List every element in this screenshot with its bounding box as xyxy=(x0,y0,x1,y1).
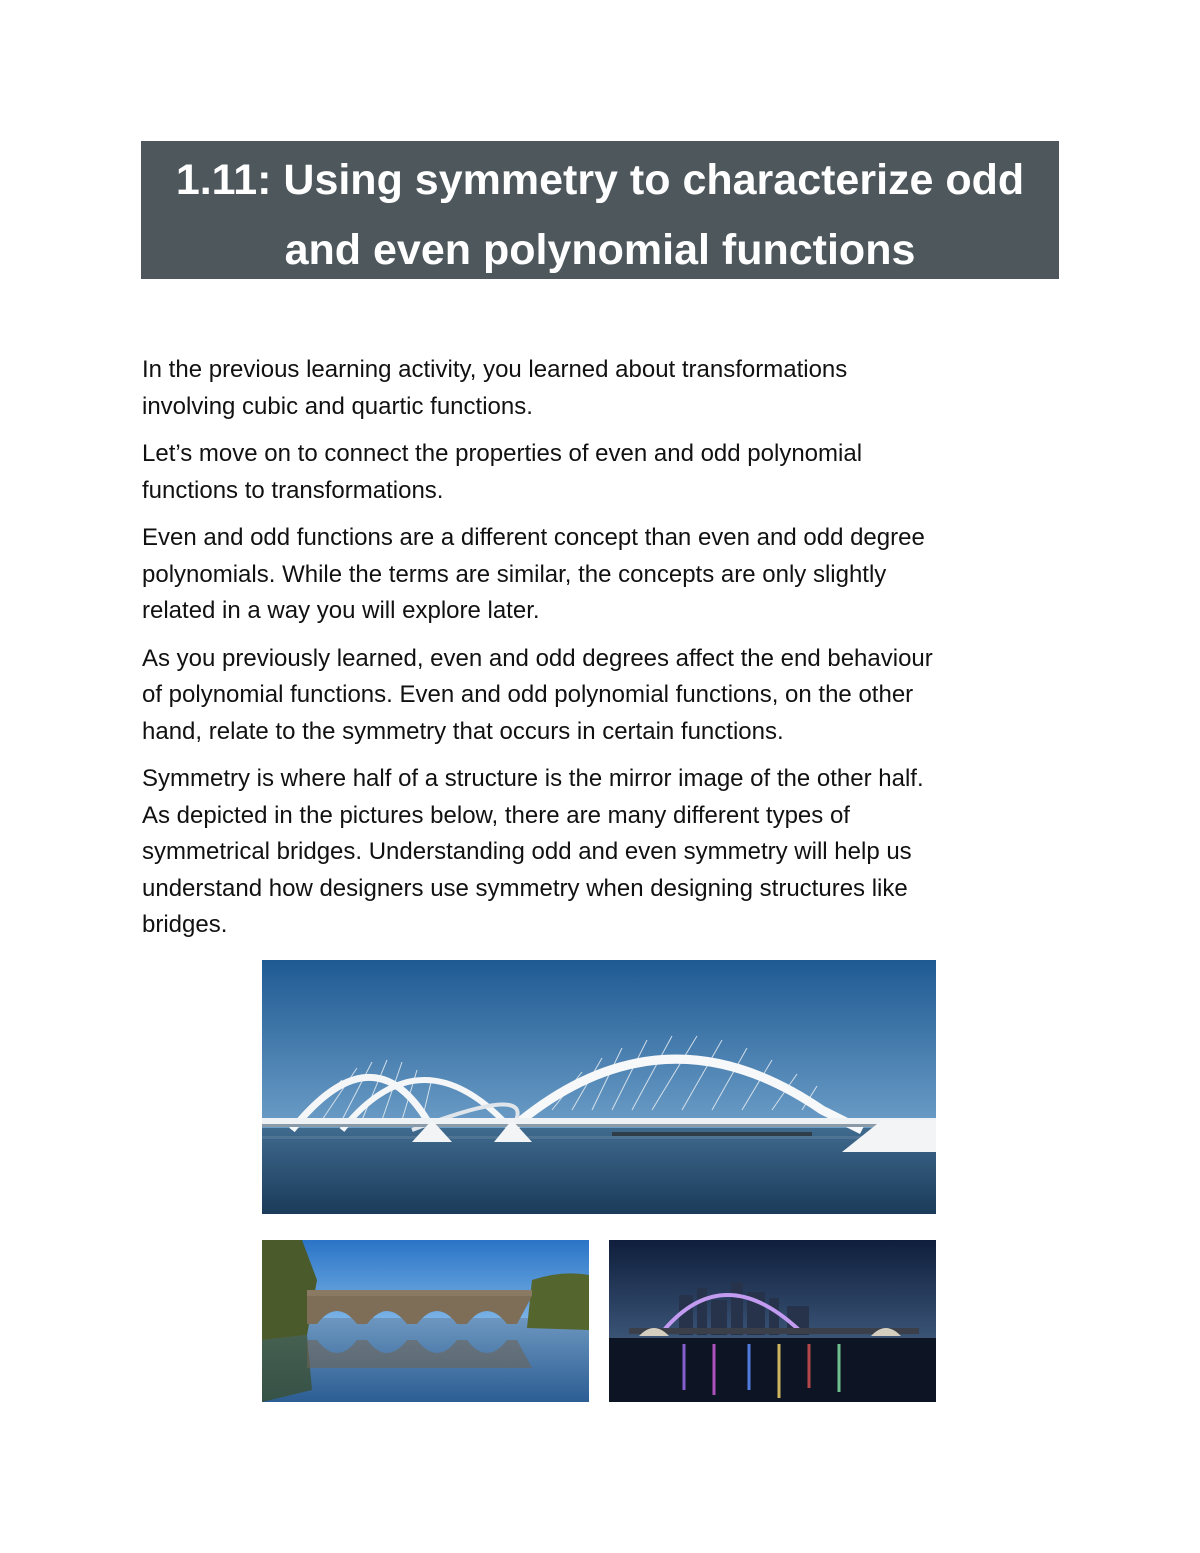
page-title-line-2: and even polynomial functions xyxy=(284,226,916,274)
body-text xyxy=(142,352,1062,955)
page-title xyxy=(141,141,1059,279)
text-line: As you previously learned, even and odd degrees affect the end behaviour xyxy=(142,644,933,672)
text-line: polynomials. While the terms are similar, the concepts are only slightly xyxy=(142,560,887,588)
text-line: Let’s move on to connect the properties of even and odd polynomial xyxy=(142,440,863,467)
text-line: involving cubic and quartic functions. xyxy=(142,392,533,420)
text-line: Even and odd functions are a different concept than even and odd degree xyxy=(142,524,925,551)
text-line: bridges. xyxy=(142,911,228,938)
paragraph xyxy=(142,761,1062,944)
text-line: functions to transformations. xyxy=(142,476,444,504)
stone-arch-bridge-photo xyxy=(262,1240,589,1402)
text-line: hand, relate to the symmetry that occurs in certain functions. xyxy=(142,717,784,745)
paragraph xyxy=(142,352,1062,425)
text-line: symmetrical bridges. Understanding odd and even symmetry will help us xyxy=(142,838,912,865)
text-line: of polynomial functions. Even and odd polynomial functions, on the other xyxy=(142,681,914,708)
text-line: Symmetry is where half of a structure is the mirror image of the other half. xyxy=(142,765,924,792)
page-title-line-1: 1.11: Using symmetry to characterize odd xyxy=(175,156,1025,204)
text-line: related in a way you will explore later. xyxy=(142,597,540,624)
paragraph xyxy=(142,641,1062,751)
paragraph xyxy=(142,520,1062,630)
paragraph xyxy=(142,436,1062,509)
text-line: In the previous learning activity, you learned about transformations xyxy=(142,356,848,383)
night-arch-bridge-photo xyxy=(609,1240,936,1402)
text-line: understand how designers use symmetry when designing structures like xyxy=(142,874,908,902)
text-line: As depicted in the pictures below, there are many different types of xyxy=(142,801,850,829)
white-arch-bridge-photo xyxy=(262,960,936,1214)
